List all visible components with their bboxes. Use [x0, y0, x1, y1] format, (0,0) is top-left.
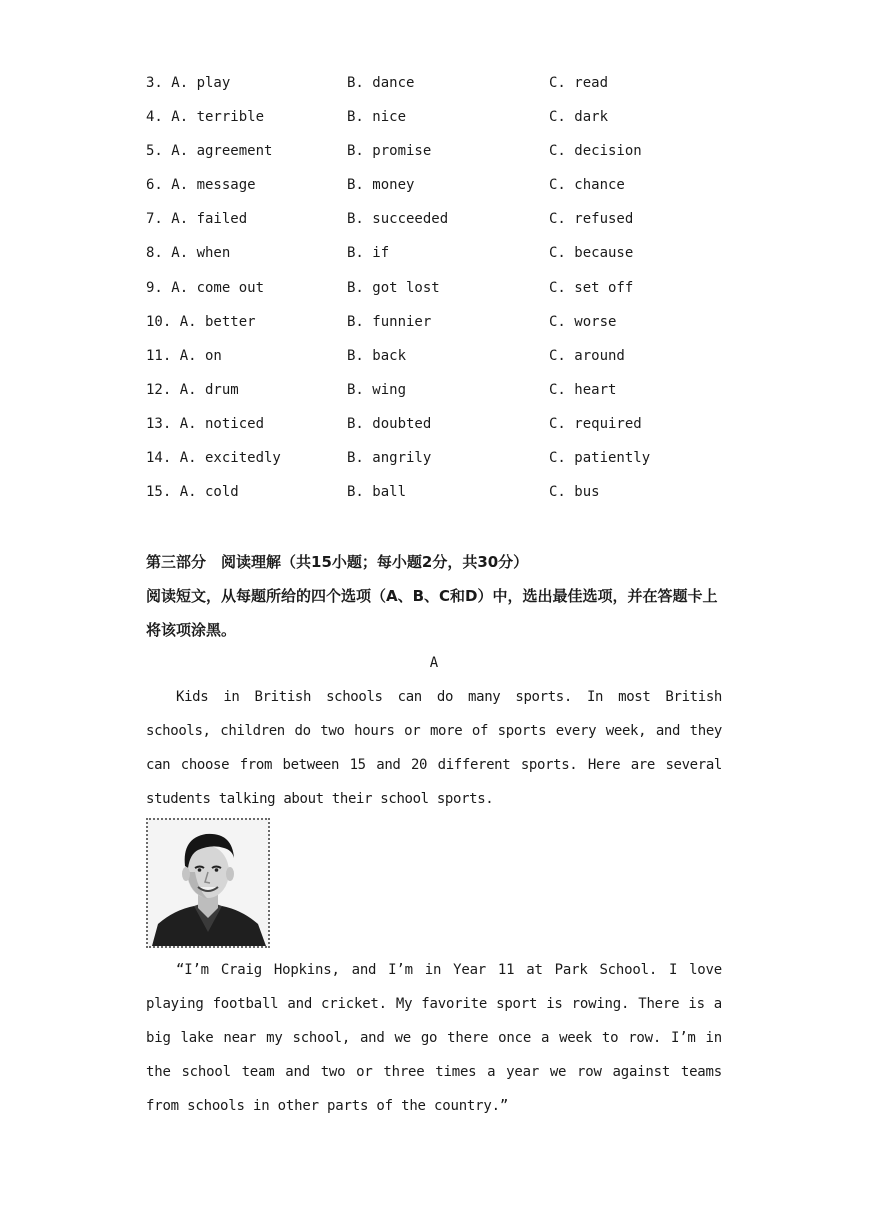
- option-b: B. doubted: [347, 415, 432, 432]
- section-instruction: 阅读短文，从每题所给的四个选项（A、B、C和D）中，选出最佳选项，并在答题卡上将该项涂黑。: [146, 587, 718, 639]
- option-row: [146, 106, 746, 140]
- option-a: 14. A. excitedly: [146, 450, 281, 467]
- option-a: 15. A. cold: [146, 484, 239, 501]
- option-a: 5. A. agreement: [146, 143, 273, 160]
- option-a: 12. A. drum: [146, 381, 239, 398]
- option-b: B. money: [347, 177, 415, 194]
- option-c: C. decision: [549, 143, 642, 160]
- option-list: [146, 72, 746, 515]
- option-b: B. dance: [347, 75, 415, 91]
- option-b: B. wing: [347, 381, 407, 398]
- option-a: 3. A. play: [146, 75, 231, 91]
- option-row: [146, 242, 746, 276]
- option-b: B. succeeded: [347, 211, 449, 228]
- option-b: B. ball: [347, 484, 407, 501]
- option-c: C. heart: [549, 381, 617, 398]
- option-a: 9. A. come out: [146, 279, 265, 296]
- option-c: C. set off: [549, 279, 634, 296]
- option-c: C. read: [549, 75, 609, 91]
- option-a: 7. A. failed: [146, 211, 248, 228]
- option-c: C. refused: [549, 211, 634, 228]
- option-a: 13. A. noticed: [146, 415, 265, 432]
- option-c: C. because: [549, 245, 634, 262]
- passage-intro-paragraph: Kids in British schools can do many sports. In most British schools, children do two hours or more of sports every week, and they can choose from between 15 and 20 different sports. Here are several students talking about their school sports.: [146, 689, 722, 807]
- student-quote-paragraph: “I’m Craig Hopkins, and I’m in Year 11 at Park School. I love playing football and cricket. My favorite sport is rowing. There is a big lake near my school, and we go there once a week to row. I’m in the school team and two or three times a year we row against teams from schools in other parts of the country.”: [146, 962, 722, 1114]
- option-row: [146, 174, 746, 208]
- option-a: 11. A. on: [146, 347, 222, 364]
- option-b: B. if: [347, 245, 390, 262]
- student-portrait-icon: [148, 820, 268, 946]
- option-row: [146, 311, 746, 345]
- option-c: C. patiently: [549, 450, 651, 467]
- option-row: [146, 481, 746, 515]
- option-a: 6. A. message: [146, 177, 256, 194]
- section-heading: 第三部分 阅读理解（共15小题；每小题2分，共30分）: [146, 553, 529, 571]
- option-a: 4. A. terrible: [146, 109, 265, 126]
- option-a: 10. A. better: [146, 313, 256, 330]
- option-b: B. promise: [347, 143, 432, 160]
- option-row: [146, 277, 746, 311]
- option-a: 8. A. when: [146, 245, 231, 262]
- option-b: B. angrily: [347, 450, 432, 467]
- option-c: C. required: [549, 415, 642, 432]
- option-b: B. back: [347, 347, 407, 364]
- option-row: [146, 140, 746, 174]
- option-row: [146, 413, 746, 447]
- option-row: [146, 379, 746, 413]
- option-b: B. got lost: [347, 279, 440, 296]
- option-c: C. worse: [549, 313, 617, 330]
- option-c: C. chance: [549, 177, 625, 194]
- option-row: [146, 345, 746, 379]
- passage-label: A: [429, 655, 439, 671]
- option-c: C. bus: [549, 484, 600, 501]
- option-c: C. around: [549, 347, 625, 364]
- student-photo: [146, 818, 270, 948]
- option-b: B. nice: [347, 109, 407, 126]
- option-b: B. funnier: [347, 313, 432, 330]
- option-row: [146, 447, 746, 481]
- option-c: C. dark: [549, 109, 609, 126]
- option-row: [146, 72, 746, 106]
- option-row: [146, 208, 746, 242]
